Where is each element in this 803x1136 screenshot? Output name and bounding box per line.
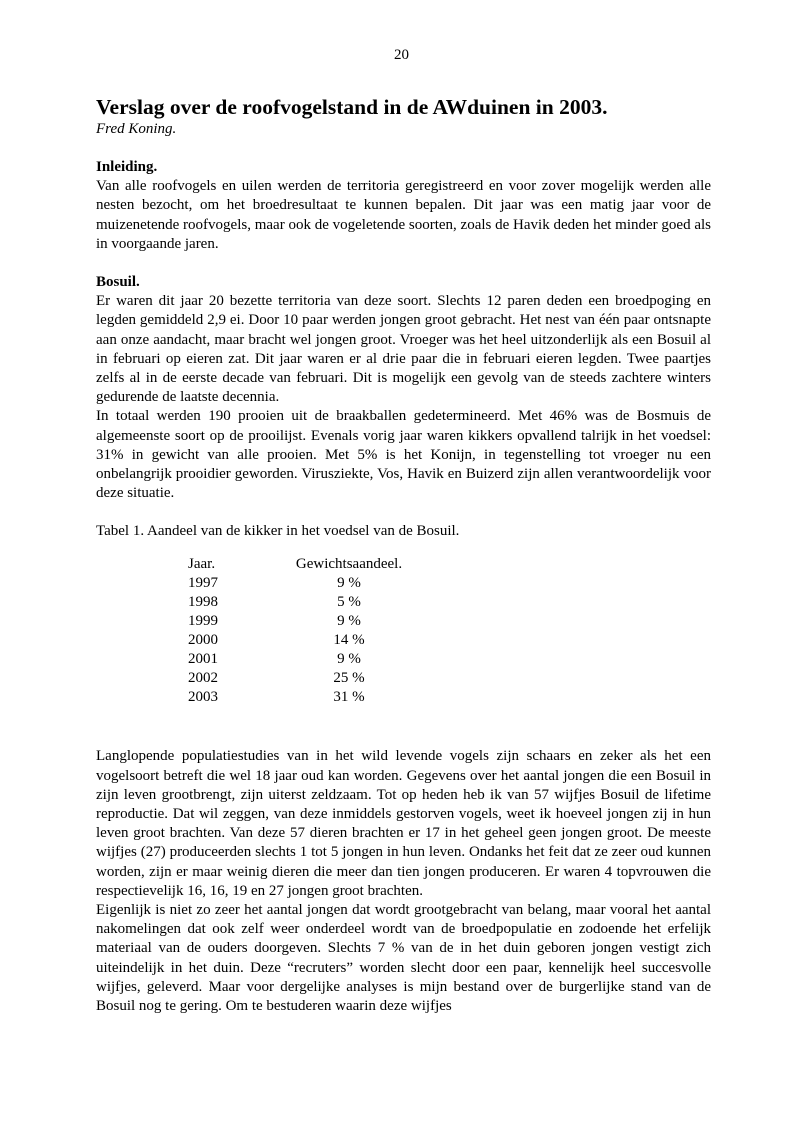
table-header-row — [188, 555, 414, 574]
row-value: 25 % — [333, 670, 365, 687]
row-value: 9 % — [337, 613, 361, 630]
row-year: 1997 — [188, 575, 218, 592]
table-row — [188, 593, 414, 612]
row-value: 14 % — [333, 632, 365, 649]
row-year: 1999 — [188, 613, 218, 630]
closing-paragraph-2: Eigenlijk is niet zo zeer het aantal jongen dat wordt grootgebracht van belang, maar vooral het aantal nakomelingen dat ook zelf weer onderdeel wordt van de broedpopulatie en zodoende het erfelijk materiaal van de ouders doorgeven. Slechts 7 % van de in het duin geboren jongen vestigt zich uiteindelijk in het duin. Deze “recruters” worden slecht door een paar, kennelijk heel succesvolle wijfjes, geleverd. Maar voor dergelijke analyses is mijn bestand over de burgerlijke stand van de Bosuil nog te gering. Om te bestuderen waarin deze wijfjes — [96, 902, 711, 1015]
table-row — [188, 631, 414, 650]
bosuil-paragraph-2: In totaal werden 190 prooien uit de braakballen gedetermineerd. Met 46% was de Bosmuis de algemeenste soort op de prooilijst. Evenals vorig jaar waren kikkers opvallend talrijk in het voedsel: 31% in gewicht van alle prooien. Met 5% is het Konijn, in tegenstelling tot vroeger nu een onbelangrijk prooidier geworden. Virusziekte, Vos, Havik en Buizerd zijn allen verantwoordelijk voor deze situatie. — [96, 408, 711, 502]
table-row — [188, 669, 414, 688]
author-name: Fred Koning. — [96, 121, 177, 137]
bosuil-paragraph-1: Er waren dit jaar 20 bezette territoria van deze soort. Slechts 12 paren deden een broedpoging en legden gemiddeld 2,9 ei. Door 10 paar werden jongen groot gebracht. Het nest van één paar ontsnapte aan onze aandacht, maar bracht wel jongen groot. Vroeger was het heel uitzonderlijk als een Bosuil al in februari op eieren zat. Dit jaar waren er al drie paar die in februari eieren legden. Twee paartjes zelfs al in de eerste decade van februari. Dit is mogelijk een gevolg van de steeds zachtere winters gedurende de laatste decennia. — [96, 293, 711, 406]
table-caption: Tabel 1. Aandeel van de kikker in het voedsel van de Bosuil. — [96, 523, 460, 540]
section-heading-bosuil: Bosuil. — [96, 274, 140, 291]
document-body — [96, 94, 711, 1016]
inleiding-paragraph: Van alle roofvogels en uilen werden de territoria geregistreerd en voor zover mogelijk werden alle nesten bezocht, om het broedresultaat te kunnen bepalen. Dit jaar was een matig jaar voor de muizenetende roofvogels, maar ook de vogeletende soorten, zoals de Havik deden het minder goed als in voorgaande jaren. — [96, 178, 711, 252]
spacer — [96, 254, 711, 273]
document-title: Verslag over de roofvogelstand in de AWduinen in 2003. — [96, 95, 608, 119]
spacer — [96, 707, 711, 747]
row-value: 9 % — [337, 575, 361, 592]
table-row — [188, 650, 414, 669]
table-row — [188, 612, 414, 631]
row-year: 1998 — [188, 594, 218, 611]
table-row — [188, 574, 414, 593]
section-heading-inleiding: Inleiding. — [96, 159, 158, 175]
page-number: 20 — [394, 47, 409, 63]
table-row — [188, 688, 414, 707]
row-value: 31 % — [333, 689, 365, 706]
header-year: Jaar. — [188, 556, 216, 573]
header-value: Gewichtsaandeel. — [295, 556, 403, 573]
row-year: 2001 — [188, 651, 218, 668]
row-year: 2002 — [188, 670, 218, 687]
row-value: 9 % — [337, 651, 361, 668]
row-year: 2000 — [188, 632, 218, 649]
closing-paragraph-1: Langlopende populatiestudies van in het wild levende vogels zijn schaars en zeker als het een vogelsoort betreft die wel 18 jaar oud kan worden. Gegevens over het aantal jongen die een Bosuil in zijn leven grootbrengt, zijn uiterst zeldzaam. Tot op heden heb ik van 57 wijfjes Bosuil de lifetime reproductie. Dat wil zeggen, van deze inmiddels gestorven vogels, weet ik hoeveel jongen zij in hun leven groot brachten. Van deze 57 dieren brachten er 17 in het geheel geen jongen groot. De meeste wijfjes (27) produceerden slechts 1 tot 5 jongen in hun leven. Ondanks het feit dat ze zeer oud kunnen worden, zijn er maar weinig dieren die meer dan tien jongen produceren. Er waren 4 topvrouwen die respectievelijk 16, 16, 19 en 27 jongen groot brachten. — [96, 748, 711, 899]
spacer — [96, 503, 711, 522]
row-value: 5 % — [337, 594, 361, 611]
frog-share-table — [188, 555, 414, 707]
row-year: 2003 — [188, 689, 218, 706]
